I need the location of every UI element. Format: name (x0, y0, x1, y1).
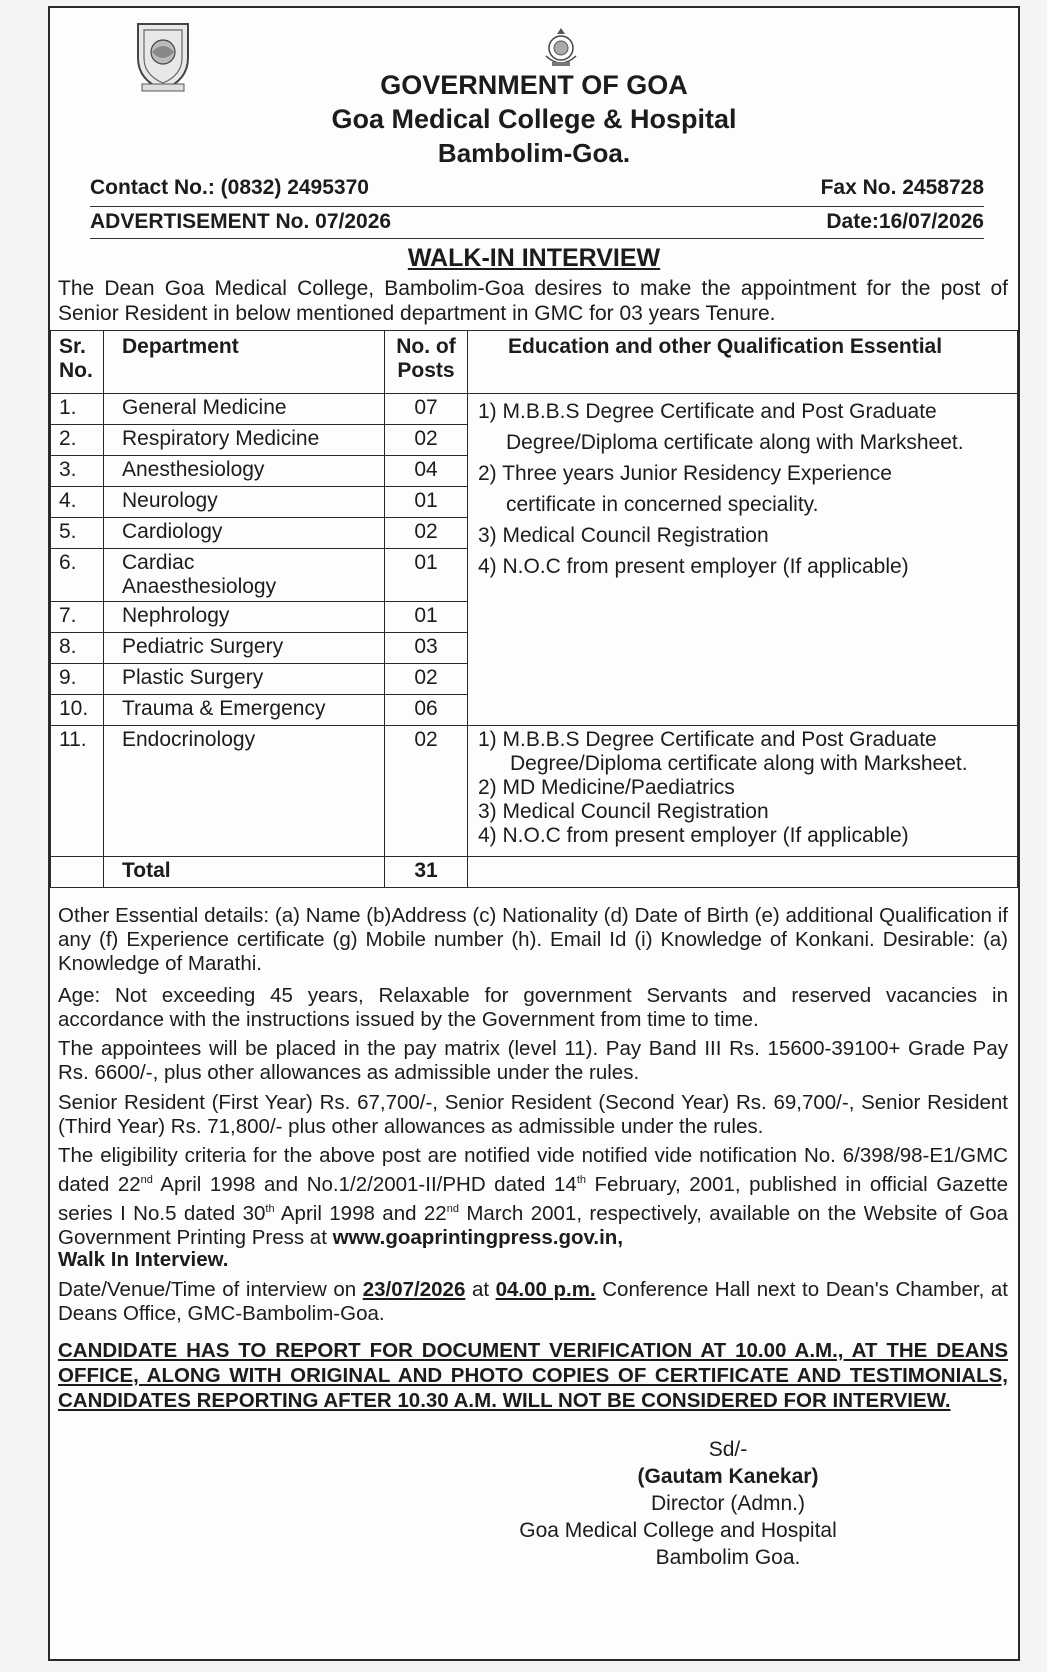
qualification-line: certificate in concerned speciality. (506, 493, 819, 516)
department-cell: Plastic Surgery (104, 664, 385, 695)
qualification-line: 3) Medical Council Registration (478, 524, 769, 547)
department-cell: Trauma & Emergency (104, 695, 385, 726)
sr-cell: 1. (51, 394, 104, 425)
total-label: Total (104, 857, 385, 888)
divider (90, 238, 984, 239)
empty-cell (468, 857, 1018, 888)
table-header-row (51, 331, 1018, 394)
venue-paragraph (58, 1278, 1008, 1326)
eligibility-text: The eligibility criteria for the above post are notified vide notified vide notification No. 6/398/98-E1/GMC dated 22 (58, 1144, 1008, 1196)
sr-cell: 7. (51, 602, 104, 633)
advertisement-date: Date:16/07/2026 (826, 210, 984, 233)
qualification-line: Degree/Diploma certificate along with Marksheet. (510, 752, 968, 775)
qualification-line: Degree/Diploma certificate along with Marksheet. (506, 431, 964, 454)
sr-cell: 11. (51, 726, 104, 857)
posts-cell: 04 (385, 456, 468, 487)
qualification-line: 4) N.O.C from present employer (If applicable) (478, 824, 909, 847)
posts-cell: 02 (385, 726, 468, 857)
qualification-line: 2) MD Medicine/Paediatrics (478, 776, 735, 799)
sr-cell: 6. (51, 549, 104, 602)
age-criteria: Age: Not exceeding 45 years, Relaxable for government Servants and reserved vacancies in accordance with the instructions issued by the Government from time to time. (58, 984, 1008, 1031)
header-department: Department (104, 331, 385, 394)
posts-cell: 02 (385, 425, 468, 456)
table-row (51, 726, 1018, 857)
department-cell: Neurology (104, 487, 385, 518)
qualification-line: 1) M.B.B.S Degree Certificate and Post Graduate (478, 400, 937, 423)
advertisement-page (48, 6, 1020, 1661)
department-cell: Endocrinology (104, 726, 385, 857)
salary-details: Senior Resident (First Year) Rs. 67,700/-, Senior Resident (Second Year) Rs. 69,700/-, Senior Resident (Third Year) Rs. 71,800/- plus other allowances as admissible under the rules. (58, 1091, 1008, 1138)
sr-cell: 5. (51, 518, 104, 549)
signatory-name: (Gautam Kanekar) (637, 1465, 819, 1488)
posts-cell: 06 (385, 695, 468, 726)
fax-number: Fax No. 2458728 (820, 176, 984, 199)
signatory-designation: Director (Admn.) (650, 1492, 806, 1515)
posts-cell: 07 (385, 394, 468, 425)
posts-cell: 02 (385, 664, 468, 695)
venue-text: Conference Hall next to Dean's Chamber, at Deans Office, GMC-Bambolim-Goa. (58, 1278, 1008, 1325)
interview-date: 23/07/2026 (362, 1278, 466, 1301)
table-row (51, 394, 1018, 425)
header-location: Bambolim-Goa. (437, 138, 631, 168)
ordinal-suffix: th (265, 1202, 275, 1215)
empty-cell (51, 857, 104, 888)
header-government: GOVERNMENT OF GOA (380, 70, 688, 100)
posts-cell: 01 (385, 487, 468, 518)
ordinal-suffix: nd (140, 1174, 153, 1186)
header-college: Goa Medical College & Hospital (331, 104, 737, 134)
sr-cell: 2. (51, 425, 104, 456)
department-cell: Respiratory Medicine (104, 425, 385, 456)
department-cell: Pediatric Surgery (104, 633, 385, 664)
intro-paragraph: The Dean Goa Medical College, Bambolim-Goa desires to make the appointment for the post of Senior Resident in below mentioned department in GMC for 03 years Tenure. (58, 277, 1008, 325)
contact-number: Contact No.: (0832) 2495370 (90, 176, 369, 199)
sr-cell: 9. (51, 664, 104, 695)
divider (90, 206, 984, 207)
posts-cell: 01 (385, 549, 468, 602)
ordinal-suffix: nd (446, 1202, 459, 1215)
essential-details: Other Essential details: (a) Name (b)Address (c) Nationality (d) Date of Birth (e) additional Qualification if any (f) Experience certificate (g) Mobile number (h). Email Id (i) Knowledge of Konkani. Desirable: (a) Knowledge of Marathi. (58, 904, 1008, 975)
eligibility-text: March 2001, respectively, available on the Website of Goa Government Printing Press at (58, 1201, 1008, 1249)
department-cell: Cardiology (104, 518, 385, 549)
header-qualification: Education and other Qualification Essential (468, 331, 1018, 394)
sr-cell: 4. (51, 487, 104, 518)
qualification-line: 4) N.O.C from present employer (If applicable) (478, 555, 909, 578)
page-title: WALK-IN INTERVIEW (407, 244, 661, 272)
advertisement-number: ADVERTISEMENT No. 07/2026 (90, 210, 392, 233)
signature-block (498, 1436, 858, 1571)
sr-cell: 10. (51, 695, 104, 726)
qualification-line: 3) Medical Council Registration (478, 800, 769, 823)
sr-cell: 3. (51, 456, 104, 487)
qualification-cell-group1 (468, 394, 1018, 726)
signature-sd: Sd/- (708, 1438, 748, 1461)
venue-text: Date/Venue/Time of interview on (58, 1278, 363, 1301)
qualification-line: 2) Three years Junior Residency Experience (478, 462, 892, 485)
walk-in-heading: Walk In Interview. (58, 1248, 229, 1271)
eligibility-text: April 1998 and 22 (274, 1201, 447, 1225)
department-cell: Anesthesiology (104, 456, 385, 487)
ordinal-suffix: th (576, 1174, 586, 1186)
sr-cell: 8. (51, 633, 104, 664)
header-posts: No. of Posts (385, 331, 468, 394)
posts-table (50, 330, 1018, 888)
qualification-cell-group2 (468, 726, 1018, 857)
reporting-notice: CANDIDATE HAS TO REPORT FOR DOCUMENT VERIFICATION AT 10.00 A.M., AT THE DEANS OFFICE, ALONG WITH ORIGINAL AND PHOTO COPIES OF CERTIFICATE AND TESTIMONIALS, CANDIDATES REPORTING AFTER 10.30 A.M. WILL NOT BE CONSIDERED FOR INTERVIEW. (58, 1339, 1008, 1412)
department-cell: Nephrology (104, 602, 385, 633)
posts-cell: 02 (385, 518, 468, 549)
department-cell: Cardiac Anaesthesiology (104, 549, 385, 602)
printing-press-link[interactable]: www.goaprintingpress.gov.in, (332, 1225, 624, 1249)
eligibility-text: February, 2001, published in official Gazette series I No.5 dated 30 (58, 1172, 1008, 1225)
total-value: 31 (385, 857, 468, 888)
qualification-line: 1) M.B.B.S Degree Certificate and Post Graduate (478, 728, 937, 751)
posts-cell: 01 (385, 602, 468, 633)
eligibility-paragraph (58, 1144, 1008, 1250)
venue-text: at (465, 1278, 496, 1301)
signatory-organisation: Goa Medical College and Hospital (519, 1519, 837, 1542)
table-total-row (51, 857, 1018, 888)
header-sr-no: Sr. No. (51, 331, 104, 394)
interview-time: 04.00 p.m. (495, 1278, 596, 1301)
eligibility-text: April 1998 and No.1/2/2001-II/PHD dated 14 (152, 1172, 577, 1196)
posts-cell: 03 (385, 633, 468, 664)
pay-details: The appointees will be placed in the pay matrix (level 11). Pay Band III Rs. 15600-39100+ Grade Pay Rs. 6600/-, plus other allowances as admissible under the rules. (58, 1037, 1008, 1084)
state-emblem-icon (538, 26, 584, 68)
signatory-place: Bambolim Goa. (655, 1546, 801, 1569)
department-cell: General Medicine (104, 394, 385, 425)
